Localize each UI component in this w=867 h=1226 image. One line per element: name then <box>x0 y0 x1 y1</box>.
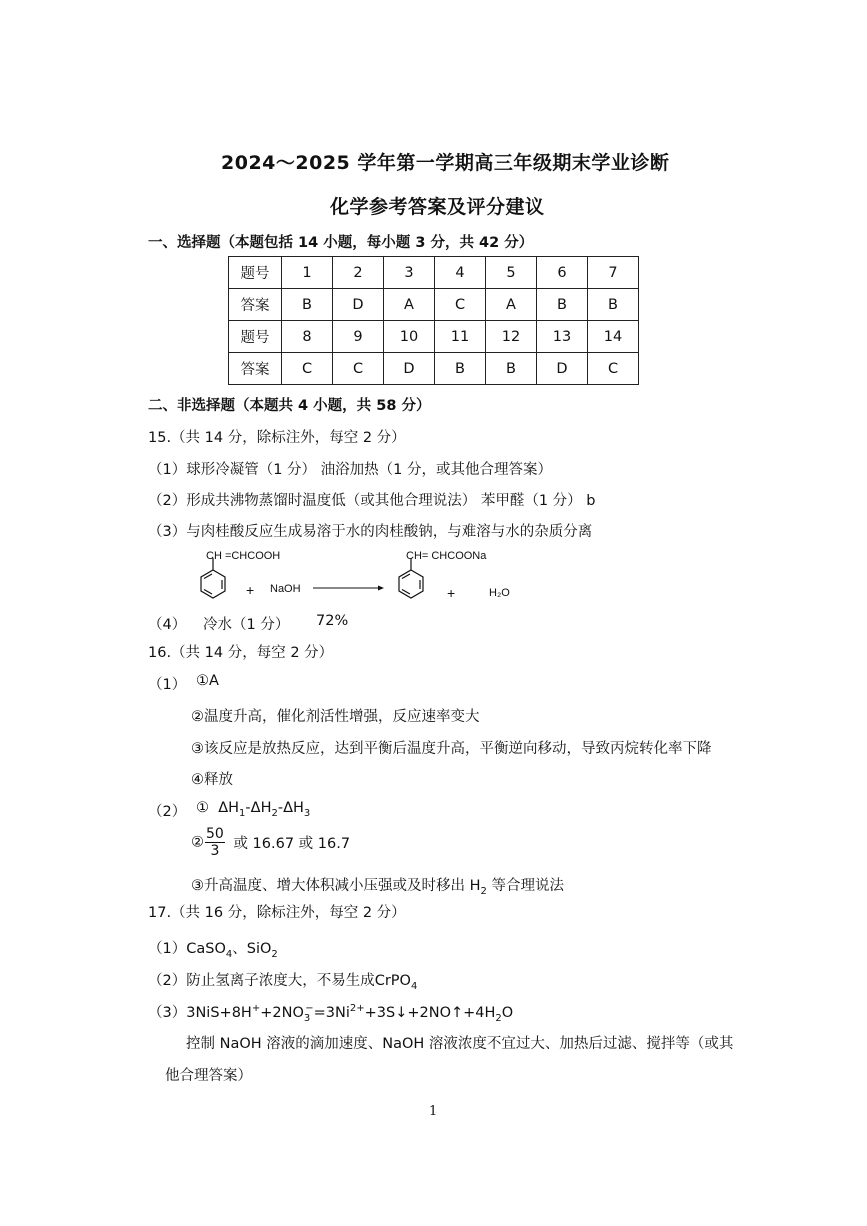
q17-answer-2 <box>148 969 417 992</box>
part2-heading: 二、非选择题（本题共 4 小题，共 58 分） <box>148 398 431 414</box>
table-row <box>229 353 639 385</box>
table-cell: 5 <box>486 257 537 289</box>
table-cell: D <box>537 353 588 385</box>
ionic-equation: $3NiS+8H^++2NO_3^-=3Ni^{2+}+3S↓+2NO↑+4H_2O$ <box>186 1003 514 1024</box>
fraction-numerator: 50 <box>206 826 224 842</box>
table-row <box>229 289 639 321</box>
q17-answer-1 <box>148 937 278 960</box>
circled-two-marker: ② <box>191 834 204 851</box>
table-cell: 2 <box>333 257 384 289</box>
eq-reagent: NaOH <box>270 583 301 595</box>
q15-answer-1: （1）球形冷凝管（1 分） 油浴加热（1 分，或其他合理答案） <box>148 462 553 478</box>
table-cell: B <box>486 353 537 385</box>
document-title: 2024～2025 学年第一学期高三年级期末学业诊断 <box>221 152 670 174</box>
q16-part1-item1: ①A <box>196 673 219 689</box>
q16-part1-label: （1） <box>148 677 187 693</box>
table-cell: 1 <box>282 257 333 289</box>
q16-part1-item2: ②温度升高，催化剂活性增强，反应速率变大 <box>191 709 480 725</box>
document-subtitle: 化学参考答案及评分建议 <box>330 196 545 218</box>
benzene-ring-left <box>201 558 225 598</box>
eq-left-group: CH =CHCOOH <box>206 550 281 562</box>
table-cell: 11 <box>435 321 486 353</box>
q16-part2-item3 <box>191 874 564 897</box>
q17-answer-3-line3: 他合理答案） <box>165 1068 252 1084</box>
table-cell: B <box>537 289 588 321</box>
eq-plus-1: + <box>246 582 255 598</box>
table-cell: 题号 <box>229 257 282 289</box>
benzene-ring-right <box>399 558 423 598</box>
table-cell: B <box>588 289 639 321</box>
q17-answer-1-label: （1） <box>148 941 187 957</box>
page-number: 1 <box>429 1104 438 1119</box>
circled-one-marker: ① <box>196 800 209 816</box>
table-row <box>229 321 639 353</box>
q16-item3-text: ③升高温度、增大体积减小压强或及时移出 H <box>191 878 481 894</box>
q15-answer-3: （3）与肉桂酸反应生成易溶于水的肉桂酸钠，与难溶与水的杂质分离 <box>148 524 593 540</box>
q16-part1-item4: ④释放 <box>191 772 233 788</box>
q16-part2-label: （2） <box>148 804 187 820</box>
eq-right-group: CH= CHCOONa <box>406 550 487 562</box>
q16-part2-item2 <box>191 826 350 859</box>
table-cell: 3 <box>384 257 435 289</box>
table-cell: 题号 <box>229 321 282 353</box>
table-cell: 13 <box>537 321 588 353</box>
table-cell: 答案 <box>229 289 282 321</box>
table-cell: A <box>384 289 435 321</box>
subscript: 2 <box>480 885 487 897</box>
q17-answer-2-text: （2）防止氢离子浓度大，不易生成CrPO <box>148 973 411 989</box>
q16-item3-tail: 等合理说法 <box>486 878 564 894</box>
table-cell: 答案 <box>229 353 282 385</box>
subscript: 4 <box>410 980 418 992</box>
reaction-svg <box>180 544 540 612</box>
fraction-denominator: 3 <box>210 843 220 859</box>
table-cell: 9 <box>333 321 384 353</box>
enthalpy-expression: $\Delta H_1-\Delta H_2-\Delta H_3$ <box>213 800 311 819</box>
table-cell: C <box>588 353 639 385</box>
formula-caso4-sio2: CaSO$_4$、SiO$_2$ <box>186 941 278 960</box>
table-cell: 12 <box>486 321 537 353</box>
q17-answer-3 <box>148 1001 513 1024</box>
reaction-equation <box>180 544 540 612</box>
table-cell: 10 <box>384 321 435 353</box>
fraction-alternatives: 或 16.67 或 16.7 <box>233 836 351 852</box>
eq-water: H₂O <box>489 587 510 599</box>
table-cell: 7 <box>588 257 639 289</box>
part1-heading: 一、选择题（本题包括 14 小题，每小题 3 分，共 42 分） <box>148 235 534 251</box>
eq-plus-2: + <box>447 585 456 601</box>
q17-answer-3-label: （3） <box>148 1005 187 1021</box>
q15-answer-2: （2）形成共沸物蒸馏时温度低（或其他合理说法） 苯甲醛（1 分） b <box>148 493 596 509</box>
table-cell: D <box>384 353 435 385</box>
table-cell: B <box>282 289 333 321</box>
q16-heading: 16.（共 14 分，每空 2 分） <box>148 645 334 661</box>
table-cell: C <box>282 353 333 385</box>
fraction <box>205 826 225 859</box>
table-cell: 6 <box>537 257 588 289</box>
table-cell: 14 <box>588 321 639 353</box>
q17-heading: 17.（共 16 分，除标注外，每空 2 分） <box>148 905 406 921</box>
q15-heading: 15.（共 14 分，除标注外，每空 2 分） <box>148 430 406 446</box>
table-cell: C <box>435 289 486 321</box>
q17-answer-3-line2: 控制 NaOH 溶液的滴加速度、NaOH 溶液浓度不宜过大、加热后过滤、搅拌等（或其 <box>186 1036 734 1052</box>
table-row <box>229 257 639 289</box>
q16-part2-item1 <box>196 800 310 819</box>
reaction-arrow <box>313 586 384 591</box>
table-cell: 8 <box>282 321 333 353</box>
q16-part1-item3: ③该反应是放热反应，达到平衡后温度升高，平衡逆向移动，导致丙烷转化率下降 <box>191 741 712 757</box>
table-cell: C <box>333 353 384 385</box>
q15-answer-4-label: （4） <box>148 617 187 633</box>
q15-answer-4-value: 72% <box>316 613 349 629</box>
answer-table <box>228 256 639 385</box>
table-cell: 4 <box>435 257 486 289</box>
table-cell: A <box>486 289 537 321</box>
table-cell: B <box>435 353 486 385</box>
q15-answer-4-text: 冷水（1 分） <box>203 617 290 633</box>
table-cell: D <box>333 289 384 321</box>
